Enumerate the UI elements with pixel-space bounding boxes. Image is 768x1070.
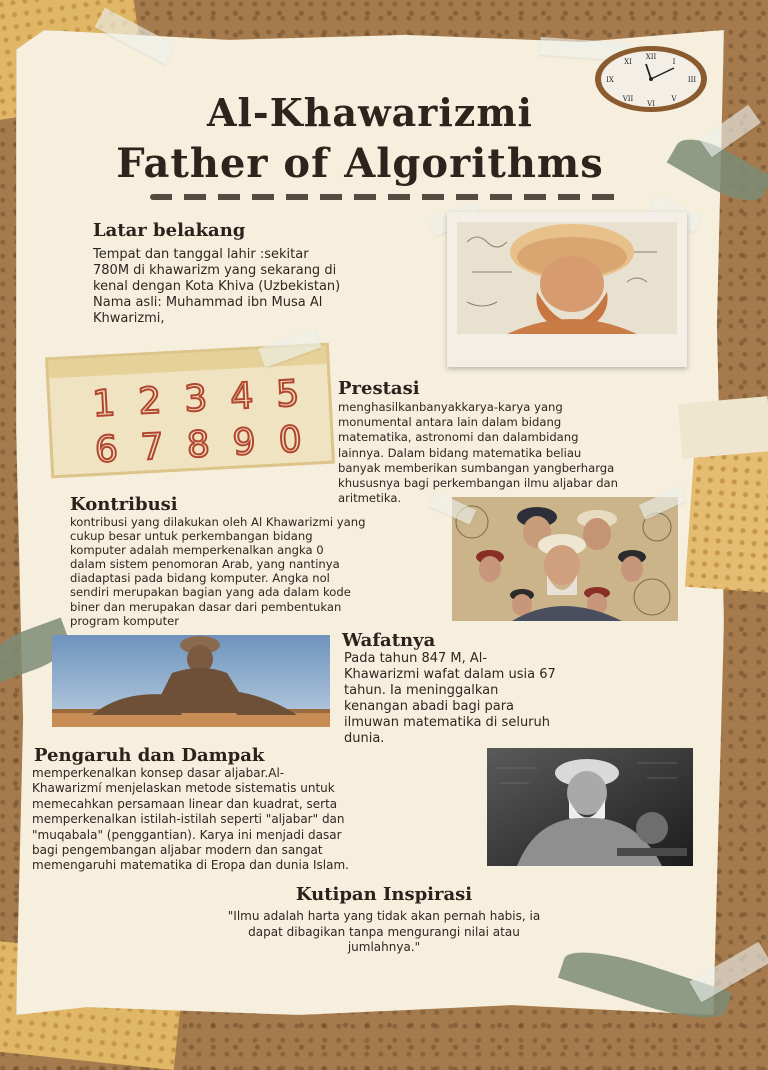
title-divider [150, 194, 620, 200]
wafat-heading: Wafatnya [342, 630, 436, 651]
numeral-4: 4 [229, 375, 255, 418]
latar-heading: Latar belakang [93, 220, 246, 241]
portrait-bw-photo [487, 748, 693, 866]
prestasi-heading: Prestasi [338, 378, 420, 399]
numeral-8: 8 [185, 424, 211, 467]
numeral-0: 0 [277, 419, 303, 462]
kontribusi-text: kontribusi yang dilakukan oleh Al Khawarizmi yang cukup besar untuk perkembangan bidang komputer adalah memperkenalkan angka 0 dalam sistem penomoran Arab, yang nantinya diadaptasi pada bidang komputer. Angka nol sendiri merupakan bagian yang ada dalam kode biner dan merupakan dasar dari pembentukan program komputer [70, 515, 366, 628]
pengaruh-text: memperkenalkan konsep dasar aljabar.Al- Khawarizmí menjelaskan metode sistematis untuk memecahkan persamaan linear dan kuadrat, serta memperkenalkan istilah-istilah seperti "aljabar" dan "muqabala" (penggantian). Karya ini menjadi dasar bagi pengembangan aljabar modern dan sangat memengaruhi matematika di Eropa dan dunia Islam. [32, 766, 349, 873]
svg-text:I: I [672, 58, 676, 66]
numeral-9: 9 [231, 421, 257, 464]
numeral-6: 6 [93, 428, 119, 472]
svg-text:VII: VII [622, 95, 634, 103]
pengaruh-heading: Pengaruh dan Dampak [34, 745, 265, 766]
numeral-1: 1 [91, 382, 117, 426]
numeral-2: 2 [137, 380, 163, 423]
wafat-text: Pada tahun 847 M, Al- Khawarizmi wafat dalam usia 67 tahun. Ia meninggalkan kenangan abadi bagi para ilmuwan matematika di seluruh dunia. [344, 651, 556, 746]
statue-photo [52, 635, 330, 727]
numeral-5: 5 [275, 373, 301, 416]
svg-text:VI: VI [647, 100, 655, 108]
numeral-7: 7 [139, 426, 165, 469]
portrait-turban-photo [447, 212, 687, 367]
latar-text: Tempat dan tanggal lahir :sekitar 780M di khawarizm yang sekarang di kenal dengan Kota Khiva (Uzbekistan) Nama asli: Muhammad ibn Musa Al Khwarizmi, [93, 247, 341, 326]
kontribusi-heading: Kontribusi [70, 494, 178, 515]
page-title-line2: Father of Algorithms [116, 140, 604, 187]
svg-text:IX: IX [606, 76, 614, 84]
kutipan-text: "Ilmu adalah harta yang tidak akan pernah habis, ia dapat dibagikan tanpa mengurangi nilai atau jumlahnya." [227, 909, 541, 954]
svg-text:III: III [687, 76, 697, 84]
svg-text:V: V [671, 95, 677, 103]
paper-scrap-right [678, 396, 768, 459]
patterned-scrap-right [685, 437, 768, 593]
svg-text:XII: XII [645, 53, 657, 61]
kutipan-heading: Kutipan Inspirasi [295, 884, 473, 905]
prestasi-text: menghasilkanbanyakkarya-karya yang monumental antara lain dalam bidang matematika, astronomi dan dalambidang lainnya. Dalam bidang matematika beliau banyak memberikan sumbangan yangberharga khususnya bagi perkembangan ilmu aljabar dan aritmetika. [338, 400, 619, 506]
numeral-3: 3 [183, 378, 209, 421]
arabic-numerals-image [45, 343, 335, 479]
svg-text:XI: XI [624, 58, 632, 66]
page-title-line1: Al-Khawarizmi [207, 90, 533, 135]
